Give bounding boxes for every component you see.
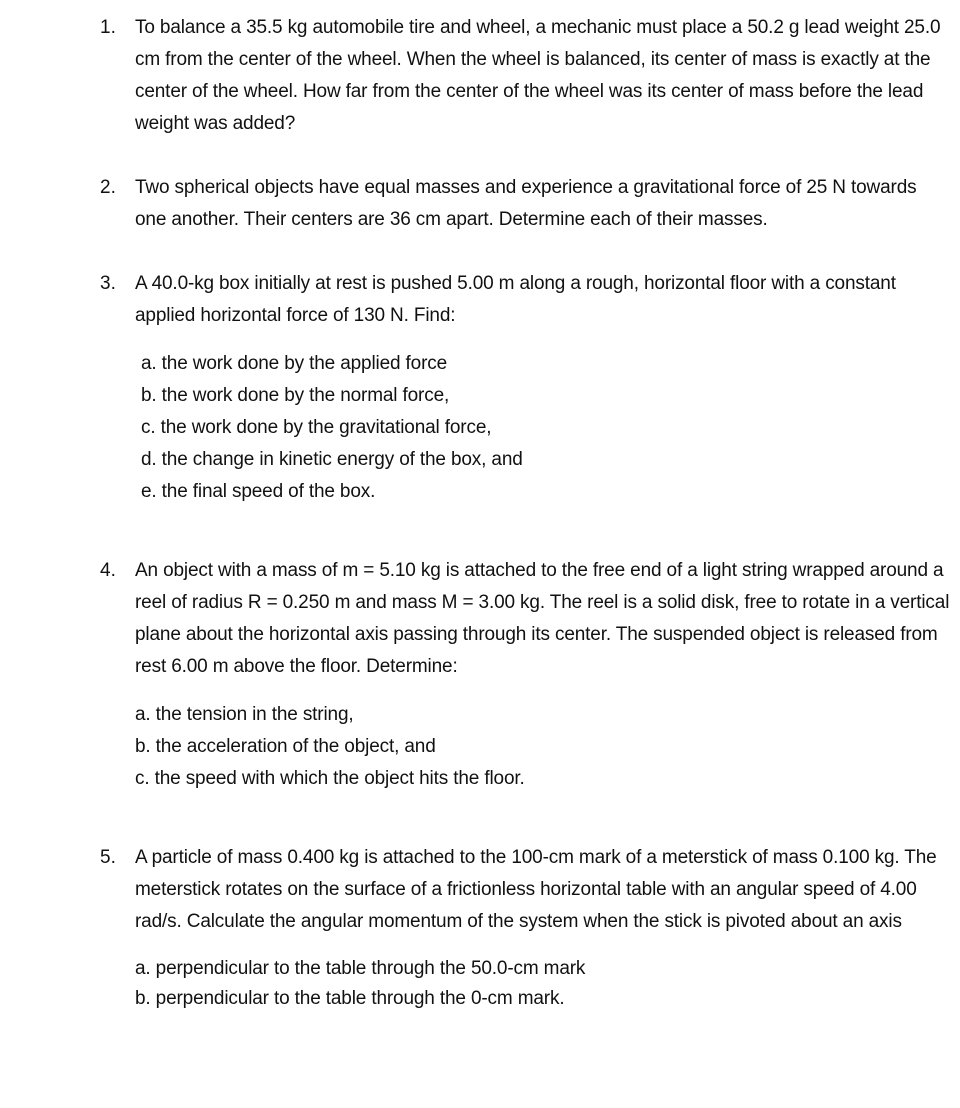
problem-2 xyxy=(100,172,950,236)
problem-3 xyxy=(100,268,950,508)
problem-text: A 40.0-kg box initially at rest is pushed 5.00 m along a rough, horizontal floor with a constant applied horizontal force of 130 N. Find: xyxy=(135,273,896,326)
problem-text: A particle of mass 0.400 kg is attached to the 100-cm mark of a meterstick of mass 0.100 kg. The meterstick rotates on the surface of a frictionless horizontal table with an angular speed of 4.00 rad/s. Calculate the angular momentum of the system when the stick is pivoted about an axis xyxy=(135,847,937,932)
problem-5 xyxy=(100,842,950,1014)
sub-question-list xyxy=(135,699,950,795)
problem-number: 1. xyxy=(100,17,116,38)
sub-question-c: c. the speed with which the object hits the floor. xyxy=(135,768,525,789)
problem-number: 2. xyxy=(100,177,116,198)
problem-4 xyxy=(100,555,950,795)
problem-number: 4. xyxy=(100,560,116,581)
sub-question-b: b. the acceleration of the object, and xyxy=(135,736,436,757)
sub-question-a: a. the work done by the applied force xyxy=(141,353,448,374)
sub-question-d: d. the change in kinetic energy of the box, and xyxy=(141,449,523,470)
problem-text: Two spherical objects have equal masses and experience a gravitational force of 25 N towards one another. Their centers are 36 cm apart. Determine each of their masses. xyxy=(135,177,917,230)
problem-number: 5. xyxy=(100,847,116,868)
problem-text: An object with a mass of m = 5.10 kg is attached to the free end of a light string wrapped around a reel of radius R = 0.250 m and mass M = 3.00 kg. The reel is a solid disk, free to rotate in a vertical plane about the horizontal axis passing through its center. The suspended object is released from rest 6.00 m above the floor. Determine: xyxy=(135,560,950,677)
sub-question-c: c. the work done by the gravitational force, xyxy=(141,417,492,438)
sub-question-list xyxy=(141,348,950,508)
sub-question-list xyxy=(135,954,950,1014)
sub-question-a: a. the tension in the string, xyxy=(135,704,354,725)
problem-text: To balance a 35.5 kg automobile tire and wheel, a mechanic must place a 50.2 g lead weight 25.0 cm from the center of the wheel. When the wheel is balanced, its center of mass is exactly at the center of the wheel. How far from the center of the wheel was its center of mass before the lead weight was added? xyxy=(135,17,941,134)
problem-number: 3. xyxy=(100,273,116,294)
problem-1 xyxy=(100,12,950,140)
sub-question-e: e. the final speed of the box. xyxy=(141,481,376,502)
sub-question-b: b. the work done by the normal force, xyxy=(141,385,450,406)
sub-question-b: b. perpendicular to the table through the 0-cm mark. xyxy=(135,988,565,1009)
sub-question-a: a. perpendicular to the table through the 50.0-cm mark xyxy=(135,958,586,979)
